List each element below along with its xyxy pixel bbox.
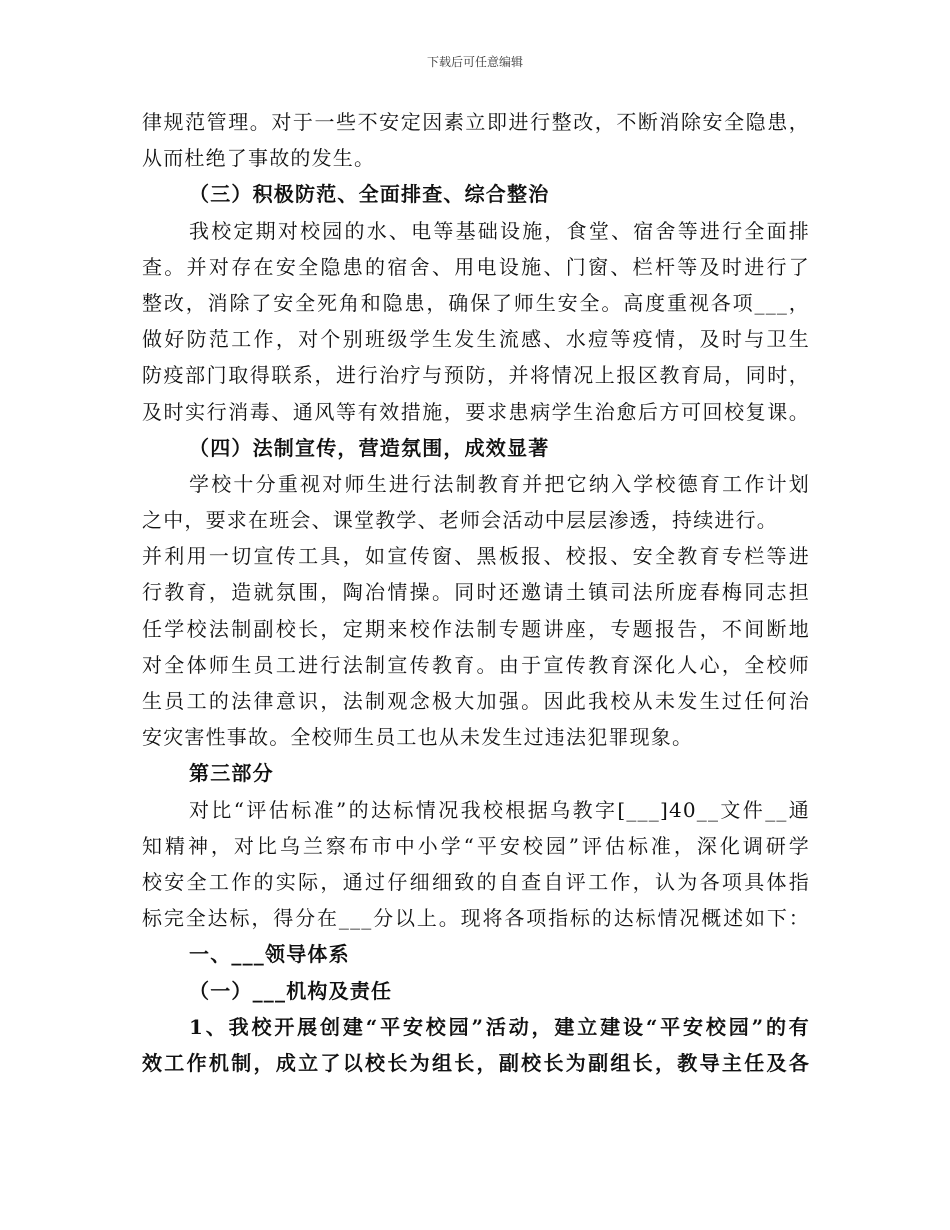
text-line: 第三部分 [189, 761, 274, 786]
document-body [142, 104, 810, 1081]
text-line: 之中，要求在班会、课堂教学、老师会活动中层层渗透，持续进行。 [142, 508, 778, 533]
text-line: 校安全工作的实际，通过仔细细致的自查自评工作，认为各项具体指 [142, 869, 810, 894]
text-line: 安灾害性事故。全校师生员工也从未发生过违法犯罪现象。 [142, 725, 694, 750]
text-line: 知精神，对比乌兰察布市中小学“平安校园”评估标准，深化调研学 [142, 833, 810, 858]
text-line: 生员工的法律意识，法制观念极大加强。因此我校从未发生过任何治 [142, 689, 810, 713]
text-line: 对比“评估标准”的达标情况我校根据乌教字[___]40__文件__通 [189, 797, 810, 822]
text-line: 任学校法制副校长，定期来校作法制专题讲座，专题报告，不间断地 [142, 616, 810, 641]
text-line: （一）___机构及责任 [189, 978, 393, 1003]
page-header: 下载后可任意编辑 [426, 55, 523, 69]
text-line: 我校定期对校园的水、电等基础设施，食堂、宿舍等进行全面排 [189, 218, 810, 243]
text-line: 1、我校开展创建“平安校园”活动，建立建设“平安校园”的有 [189, 1014, 810, 1039]
text-line: 并利用一切宣传工具，如宣传窗、黑板报、校报、安全教育专栏等进 [142, 544, 810, 569]
text-line: 行教育，造就氛围，陶冶情操。同时还邀请土镇司法所庞春梅同志担 [142, 580, 810, 605]
text-line: （四）法制宣传，营造氛围，成效显著 [189, 435, 550, 460]
text-line: 一、___领导体系 [189, 942, 350, 967]
text-line: 查。并对存在安全隐患的宿舍、用电设施、门窗、栏杆等及时进行了 [142, 254, 810, 279]
text-line: 效工作机制，成立了以校长为组长，副校长为副组长，教导主任及各 [142, 1050, 810, 1075]
text-line: 标完全达标，得分在___分以上。现将各项指标的达标情况概述如下： [142, 906, 810, 931]
text-line: 对全体师生员工进行法制宣传教育。由于宣传教育深化人心，全校师 [142, 652, 810, 677]
text-line: 学校十分重视对师生进行法制教育并把它纳入学校德育工作计划 [189, 471, 810, 496]
text-line: 整改，消除了安全死角和隐患，确保了师生安全。高度重视各项___， [142, 290, 810, 315]
text-line: 及时实行消毒、通风等有效措施，要求患病学生治愈后方可回校复课。 [142, 399, 810, 424]
text-line: （三）积极防范、全面排查、综合整治 [189, 182, 550, 207]
text-line: 律规范管理。对于一些不安定因素立即进行整改，不断消除安全隐患， [142, 110, 810, 134]
text-line: 防疫部门取得联系，进行治疗与预防，并将情况上报区教育局，同时， [142, 363, 810, 388]
text-line: 做好防范工作，对个别班级学生发生流感、水痘等疫情，及时与卫生 [142, 327, 810, 352]
text-line: 从而杜绝了事故的发生。 [142, 146, 376, 171]
